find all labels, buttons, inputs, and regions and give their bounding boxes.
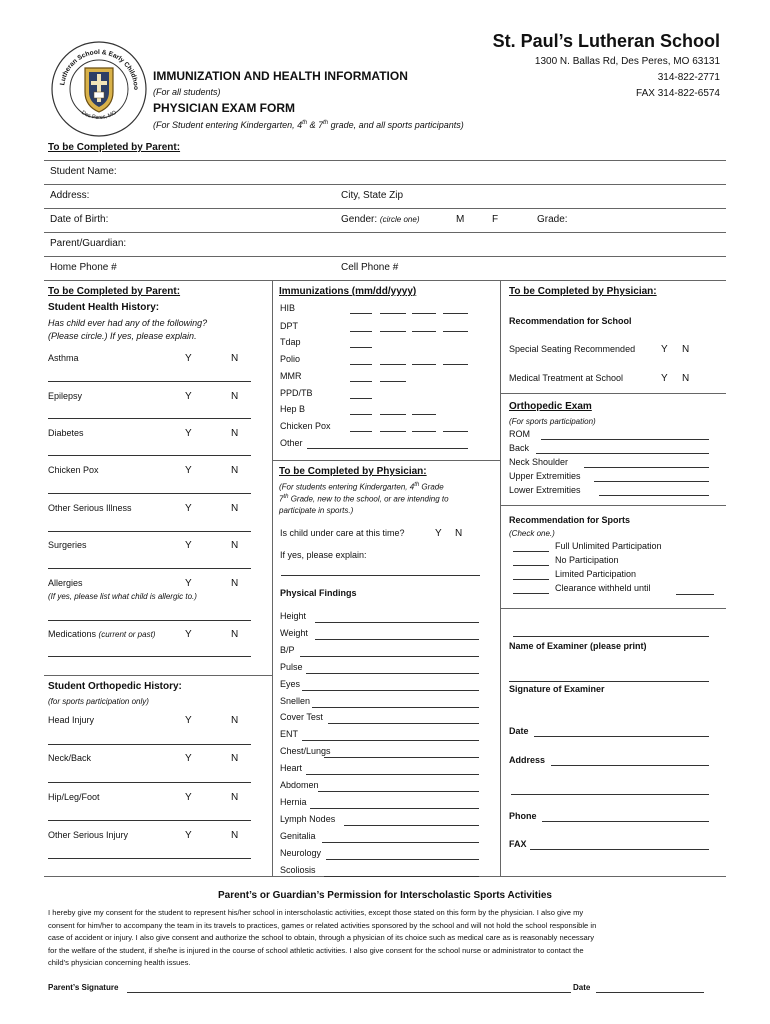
sports-check-one: (Check one.) [509, 529, 555, 538]
address-label: Address: [50, 190, 90, 201]
form-subtitle-all-students: (For all students) [153, 87, 221, 97]
gender-m[interactable]: M [456, 214, 465, 225]
col3-physician-heading: To be Completed by Physician: [509, 286, 657, 297]
health-history-instruction: (Please circle.) If yes, please explain. [48, 331, 197, 341]
chicken-pox-yes[interactable]: Y [185, 465, 192, 476]
parent-section-heading: To be Completed by Parent: [48, 142, 181, 153]
form-subtitle-grades: (For Student entering Kindergarten, 4th & 7th grade, and all sports participants) [153, 120, 464, 130]
medications-no[interactable]: N [231, 629, 239, 640]
permission-text-line: I hereby give my consent for the student to represent his/her school in interscholastic activities, except those stated on this form by the physician. I also give my [48, 908, 584, 917]
finding-label: ENT [280, 729, 298, 740]
logo-text-top: Lutheran School & Early Childhoo [59, 48, 140, 91]
form-title-physician-exam: PHYSICIAN EXAM FORM [153, 101, 296, 115]
ortho-exam-item: Upper Extremities [509, 471, 581, 481]
school-name: St. Paul’s Lutheran School [492, 31, 720, 51]
vaccine-label: Polio [280, 354, 301, 364]
grade-label: Grade: [537, 214, 568, 225]
ortho-exam-heading: Orthopedic Exam [509, 401, 592, 412]
neck-back-no[interactable]: N [231, 753, 239, 764]
finding-label: Height [280, 611, 307, 621]
medical-treatment-yes[interactable]: Y [661, 373, 668, 384]
care-question: Is child under care at this time? [280, 528, 405, 538]
finding-label: Chest/Lungs [280, 746, 331, 757]
home-phone-label: Home Phone # [50, 262, 117, 273]
epilepsy-yes[interactable]: Y [185, 391, 192, 402]
neck-back-yes[interactable]: Y [185, 753, 192, 764]
permission-text-line: child’s physician concerning health issues. [48, 958, 191, 968]
vaccine-label: PPD/TB [280, 388, 313, 398]
other-illness-no[interactable]: N [231, 503, 239, 514]
permission-heading: Parent’s or Guardian’s Permission for Interscholastic Sports Activities [218, 890, 552, 901]
medical-treatment-label: Medical Treatment at School [509, 373, 624, 383]
health-history-question: Has child ever had any of the following? [48, 318, 208, 328]
surgeries-no[interactable]: N [231, 540, 239, 551]
medical-treatment-no[interactable]: N [682, 373, 690, 384]
permission-text-line: for the welfare of the student, if she/he is injured in the course of school athletic activities. I also give consent for the school nurse or administrator to contact the [48, 945, 584, 955]
finding-label: Pulse [280, 661, 303, 672]
allergies-yes[interactable]: Y [185, 578, 192, 589]
guardian-label: Parent/Guardian: [50, 238, 127, 249]
diabetes-no[interactable]: N [231, 428, 239, 439]
ortho-exam-item: Neck Shoulder [509, 457, 569, 467]
examiner-fax-label: FAX [509, 839, 527, 849]
gender-label: Gender: (circle one) [341, 214, 420, 225]
finding-label: Scoliosis [280, 864, 316, 875]
school-phone: 314-822-2771 [657, 72, 720, 83]
city-state-zip-label: City, State Zip [341, 190, 404, 201]
physician-note-line2: 7th Grade, new to the school, or are intending to [279, 494, 449, 504]
finding-label: Heart [280, 763, 303, 774]
ortho-history-heading: Student Orthopedic History: [48, 681, 182, 692]
condition-diabetes: Diabetes [48, 428, 84, 438]
surgeries-yes[interactable]: Y [185, 540, 192, 551]
school-logo [50, 40, 148, 138]
ortho-other-injury: Other Serious Injury [48, 830, 129, 840]
special-seating-yes[interactable]: Y [661, 344, 668, 355]
care-no[interactable]: N [455, 528, 463, 539]
examiner-name-label: Name of Examiner (please print) [509, 641, 647, 651]
col1-heading: To be Completed by Parent: [48, 286, 181, 297]
finding-label: Snellen [280, 695, 311, 706]
sports-option[interactable]: Full Unlimited Participation [555, 541, 662, 551]
physician-note-line1: (For students entering Kindergarten, 4th Grade [279, 482, 444, 492]
condition-surgeries: Surgeries [48, 540, 87, 550]
vaccine-label: HIB [280, 303, 296, 313]
allergy-note: (If yes, please list what child is allergic to.) [48, 592, 197, 601]
permission-text-line: case of accident or injury. I also give consent and authorize the school to obtain, through a physician of its choice such as medical care as is reasonably necessary [48, 933, 595, 943]
parent-signature-label: Parent’s Signature [48, 983, 119, 992]
finding-label: Hernia [280, 796, 307, 807]
vaccine-label: Hep B [280, 404, 306, 414]
cell-phone-label: Cell Phone # [341, 262, 399, 273]
condition-chicken-pox: Chicken Pox [48, 465, 99, 475]
asthma-no[interactable]: N [231, 353, 239, 364]
health-history-heading: Student Health History: [48, 302, 160, 313]
finding-label: Cover Test [280, 712, 323, 723]
vaccine-label: Tdap [280, 337, 301, 347]
finding-label: Abdomen [280, 780, 319, 790]
col2-physician-heading: To be Completed by Physician: [279, 466, 427, 477]
condition-allergies: Allergies [48, 578, 83, 588]
examiner-signature-label: Signature of Examiner [509, 684, 605, 694]
finding-label: Eyes [280, 678, 301, 689]
school-address: 1300 N. Ballas Rd, Des Peres, MO 63131 [534, 56, 720, 67]
ortho-exam-item: ROM [509, 429, 530, 439]
school-recommendation-heading: Recommendation for School [509, 316, 632, 326]
vaccine-label: Chicken Pox [280, 421, 331, 431]
physician-note-line3: participate in sports.) [279, 506, 354, 515]
finding-label: Lymph Nodes [280, 813, 336, 824]
finding-label: Weight [280, 627, 308, 638]
diabetes-yes[interactable]: Y [185, 428, 192, 439]
care-explain-label: If yes, please explain: [280, 550, 367, 560]
care-yes[interactable]: Y [435, 528, 442, 539]
dob-label: Date of Birth: [50, 214, 109, 225]
gender-f[interactable]: F [492, 214, 499, 225]
vaccine-label: MMR [280, 371, 302, 381]
ortho-exam-note: (For sports participation) [509, 417, 596, 426]
other-injury-no[interactable]: N [231, 830, 239, 841]
sports-option[interactable]: Limited Participation [555, 569, 637, 579]
student-name-label: Student Name: [50, 166, 117, 177]
ortho-exam-item: Lower Extremities [509, 485, 581, 495]
condition-other-illness: Other Serious Illness [48, 503, 132, 513]
epilepsy-no[interactable]: N [231, 391, 239, 402]
head-injury-no[interactable]: N [231, 715, 239, 726]
medications-yes[interactable]: Y [185, 629, 192, 640]
ortho-head-injury: Head Injury [48, 715, 95, 725]
examiner-phone-label: Phone [509, 811, 537, 821]
physical-findings-heading: Physical Findings [280, 588, 357, 598]
examiner-date-label: Date [509, 726, 529, 736]
permission-text-line: consent for him/her to accompany the team in its travels to practices, games or related activities sponsored by the school and will not hold the school responsible in [48, 920, 597, 930]
vaccine-label: DPT [280, 321, 298, 331]
special-seating-label: Special Seating Recommended [509, 344, 636, 354]
asthma-yes[interactable]: Y [185, 353, 192, 364]
other-injury-yes[interactable]: Y [185, 830, 192, 841]
condition-asthma: Asthma [48, 353, 79, 363]
finding-label: Neurology [280, 847, 322, 858]
logo-text-bottom: Des Peres, MO [80, 109, 118, 121]
ortho-neck-back: Neck/Back [48, 753, 92, 763]
hip-leg-foot-yes[interactable]: Y [185, 792, 192, 803]
medications-label: Medications (current or past) [48, 629, 156, 639]
head-injury-yes[interactable]: Y [185, 715, 192, 726]
vaccine-other-label: Other [280, 438, 303, 448]
chicken-pox-no[interactable]: N [231, 465, 239, 476]
sports-recommendation-heading: Recommendation for Sports [509, 515, 631, 525]
finding-label: Genitalia [280, 830, 316, 841]
school-fax: FAX 314-822-6574 [636, 88, 720, 99]
ortho-history-note: (for sports participation only) [48, 697, 149, 706]
finding-label: B/P [280, 644, 295, 655]
sports-option[interactable]: Clearance withheld until [555, 583, 651, 593]
immunizations-heading: Immunizations (mm/dd/yyyy) [279, 286, 417, 297]
examiner-address-label: Address [509, 755, 546, 765]
parent-date-label: Date [573, 983, 591, 992]
special-seating-no[interactable]: N [682, 344, 690, 355]
ortho-exam-item: Back [509, 443, 530, 453]
other-illness-yes[interactable]: Y [185, 503, 192, 514]
form-title-immunization: IMMUNIZATION AND HEALTH INFORMATION [153, 69, 408, 83]
hip-leg-foot-no[interactable]: N [231, 792, 239, 803]
allergies-no[interactable]: N [231, 578, 239, 589]
sports-option[interactable]: No Participation [555, 555, 619, 565]
ortho-hip-leg-foot: Hip/Leg/Foot [48, 792, 100, 802]
condition-epilepsy: Epilepsy [48, 391, 83, 401]
